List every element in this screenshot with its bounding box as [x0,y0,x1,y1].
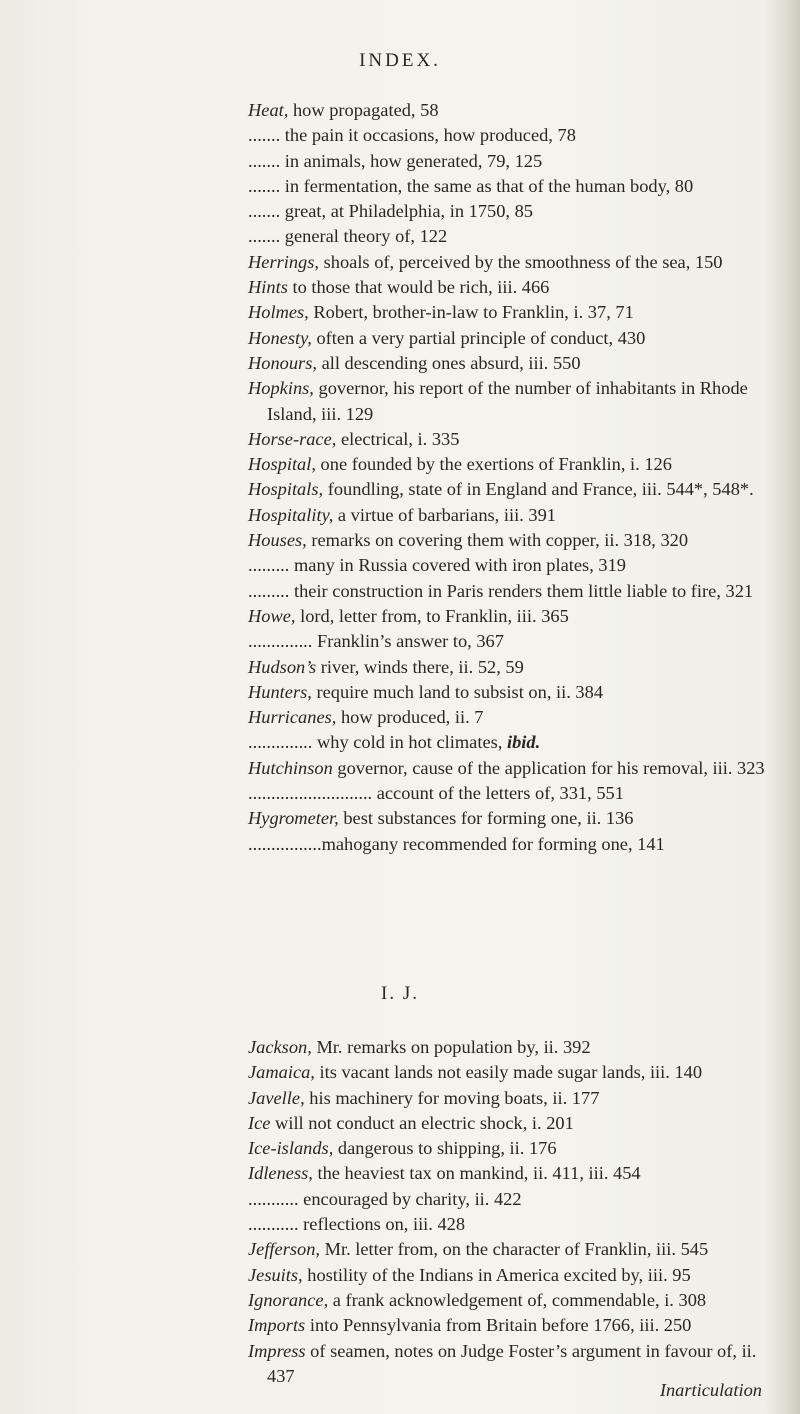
entry-text: a virtue of barbarians, iii. 391 [333,504,556,525]
entry-heading: Heat, [248,100,289,120]
entry-text: Mr. remarks on population by, ii. 392 [311,1037,591,1057]
entry-heading: Impress [248,1340,306,1361]
entry-heading: Hospitality, [248,504,334,525]
entry-text: one founded by the exertions of Franklin, i. 126 [315,454,672,475]
section-ij-entries [248,1035,768,1389]
entry-heading: Hints [248,277,288,298]
entry-text: Mr. letter from, on the character of Franklin, iii. 545 [320,1239,709,1260]
entry-text: ......... many in Russia covered with iron plates, 319 [248,555,626,576]
entry-text: electrical, i. 335 [336,428,460,449]
entry-heading: Jefferson, [248,1239,321,1260]
entry-heading: Hutchinson [248,757,333,778]
index-entry [248,705,768,730]
entry-text: ......... their construction in Paris renders them little liable to fire, 321 [248,580,754,601]
entry-text: its vacant lands not easily made sugar lands, iii. 140 [314,1062,703,1083]
index-entry [248,123,768,148]
index-entry [248,224,768,249]
entry-text: the heaviest tax on mankind, ii. 411, iii. 454 [312,1163,641,1184]
entry-heading: Honesty, [248,327,312,348]
entry-text: how propagated, 58 [288,100,439,120]
entry-heading: Howe, [248,605,296,626]
index-entry [248,680,768,705]
index-entry [248,376,768,427]
page-header: INDEX. [359,50,441,71]
entry-text: ....... in animals, how generated, 79, 125 [248,150,543,171]
index-entry [248,781,768,806]
entry-ibid: ibid. [506,732,541,753]
entry-text: governor, cause of the application for his removal, iii. 323 [332,757,765,778]
index-entry [248,1111,768,1136]
index-entry [248,351,768,376]
index-entry [248,477,768,502]
index-entry [248,579,768,604]
index-entry [248,629,768,654]
entry-heading: Hopkins, [248,378,314,399]
entry-text: ................mahogany recommended for forming one, 141 [248,833,665,854]
index-entry [248,1187,768,1212]
entry-text: dangerous to shipping, ii. 176 [333,1138,557,1159]
index-entry [248,149,768,174]
section-divider-ij: I. J. [381,983,419,1004]
index-entry [248,1212,768,1237]
index-entry [248,1313,768,1338]
index-entry [248,503,768,528]
index-entry [248,756,768,781]
entry-text: ....... great, at Philadelphia, in 1750, 85 [248,201,534,222]
entry-text: .............. Franklin’s answer to, 367 [248,631,504,652]
index-entry [248,1263,768,1288]
entry-text: of seamen, notes on Judge Foster’s argument in favour of, ii. 437 [267,1340,757,1386]
entry-text: ....... the pain it occasions, how produced, 78 [248,125,576,146]
entry-heading: Horse-race, [248,428,337,449]
index-entry [248,174,768,199]
entry-heading: Ice-islands, [248,1138,334,1159]
entry-text: to those that would be rich, iii. 466 [287,277,550,298]
entry-text: into Pennsylvania from Britain before 1766, iii. 250 [305,1315,692,1336]
index-entry [248,1237,768,1262]
entry-text: ........... encouraged by charity, ii. 422 [248,1188,522,1209]
entry-text: how produced, ii. 7 [336,707,484,728]
index-entry [248,832,768,857]
entry-heading: Ignorance, [248,1289,329,1310]
entry-heading: Hospitals, [248,479,324,500]
entry-text: all descending ones absurd, iii. 550 [316,352,581,373]
entry-text: ........................... account of the letters of, 331, 551 [248,783,624,804]
entry-text: river, winds there, ii. 52, 59 [316,656,524,677]
entry-text: require much land to subsist on, ii. 384 [311,681,604,702]
index-entry [248,1161,768,1186]
entry-text: foundling, state of in England and France, iii. 544*, 548*. [323,479,754,500]
entry-heading: Jamaica, [248,1062,315,1083]
index-entry [248,528,768,553]
entry-heading: Jackson, [248,1037,312,1057]
entry-heading: Honours, [248,352,317,373]
entry-heading: Hurricanes, [248,707,337,728]
entry-text: .............. why cold in hot climates, [248,732,507,753]
index-entry [248,655,768,680]
index-entry [248,300,768,325]
section-h-entries [248,98,768,857]
entry-heading: Hunters, [248,681,312,702]
index-entry [248,806,768,831]
index-entry [248,1136,768,1161]
entry-heading: Holmes, [248,302,309,323]
index-entry [248,98,768,123]
entry-text: best substances for forming one, ii. 136 [338,808,634,829]
entry-heading: Hospital, [248,454,316,475]
entry-text: hostility of the Indians in America excited by, iii. 95 [302,1264,691,1285]
index-entry [248,199,768,224]
catchword: Inarticulation [659,1380,762,1400]
entry-text: his machinery for moving boats, ii. 177 [304,1087,600,1108]
entry-heading: Jesuits, [248,1264,303,1285]
entry-text: shoals of, perceived by the smoothness of the sea, 150 [319,251,723,272]
index-entry [248,250,768,275]
entry-text: remarks on covering them with copper, ii. 318, 320 [306,530,689,551]
index-entry [248,326,768,351]
entry-heading: Herrings, [248,251,320,272]
index-entry [248,1035,768,1060]
entry-heading: Hygrometer, [248,808,339,829]
entry-text: lord, letter from, to Franklin, iii. 365 [295,605,569,626]
index-entry [248,427,768,452]
index-entry [248,1086,768,1111]
index-entry [248,452,768,477]
entry-heading: Ice [248,1112,271,1133]
entry-text: Robert, brother-in-law to Franklin, i. 37, 71 [308,302,634,323]
index-entry [248,1288,768,1313]
index-entry [248,1060,768,1085]
entry-heading: Javelle, [248,1087,305,1108]
entry-text: governor, his report of the number of inhabitants in Rhode Island, iii. 129 [267,378,748,424]
entry-text: ....... in fermentation, the same as that of the human body, 80 [248,175,694,196]
entry-heading: Houses, [248,530,307,551]
entry-heading: Idleness, [248,1163,313,1184]
entry-heading: Hudson’s [248,656,317,677]
entry-text: ........... reflections on, iii. 428 [248,1214,466,1235]
index-entry [248,730,768,755]
index-entry [248,553,768,578]
index-entry [248,275,768,300]
index-entry [248,604,768,629]
entry-text: will not conduct an electric shock, i. 201 [270,1112,574,1133]
entry-text: a frank acknowledgement of, commendable, i. 308 [328,1289,707,1310]
entry-text: ....... general theory of, 122 [248,226,448,247]
page-edge-shadow [766,0,800,1414]
entry-heading: Imports [248,1315,306,1336]
entry-text: often a very partial principle of conduct, 430 [311,327,646,348]
